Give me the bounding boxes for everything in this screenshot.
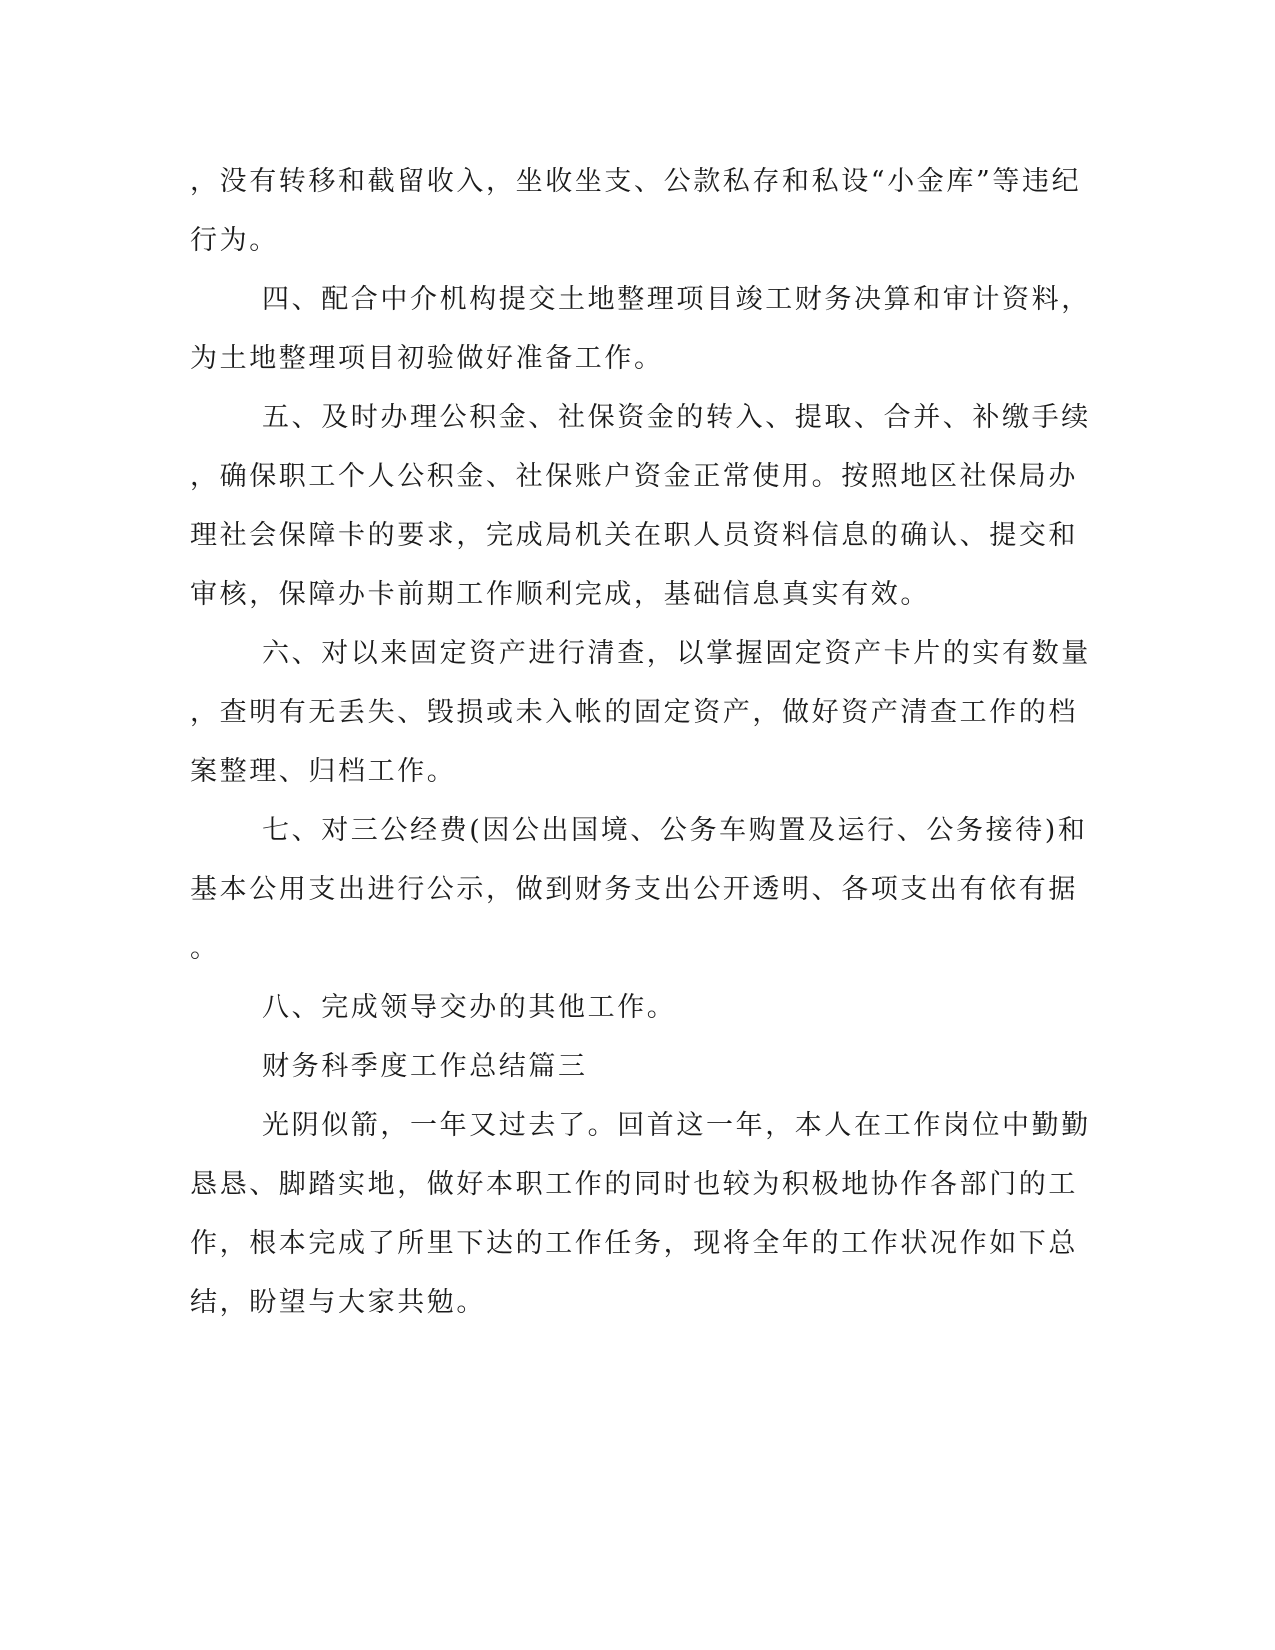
text-line: 。 xyxy=(190,933,220,964)
text-line: ，没有转移和截留收入，坐收坐支、公款私存和私设“小金库”等违纪 xyxy=(190,166,1082,197)
paragraph-eight: 八、完成领导交办的其他工作。 xyxy=(262,992,677,1023)
text-line: 结，盼望与大家共勉。 xyxy=(190,1287,486,1318)
text-line: 理社会保障卡的要求，完成局机关在职人员资料信息的确认、提交和 xyxy=(190,520,1078,551)
text-line: ，查明有无丢失、毁损或未入帐的固定资产，做好资产清查工作的档 xyxy=(190,697,1078,728)
paragraph-six-start: 六、对以来固定资产进行清查，以掌握固定资产卡片的实有数量 xyxy=(262,638,1091,669)
text-line: 恳恳、脚踏实地，做好本职工作的同时也较为积极地协作各部门的工 xyxy=(190,1169,1078,1200)
paragraph-seven-start: 七、对三公经费(因公出国境、公务车购置及运行、公务接待)和 xyxy=(262,815,1088,846)
text-line: 行为。 xyxy=(190,225,279,256)
text-line: 基本公用支出进行公示，做到财务支出公开透明、各项支出有依有据 xyxy=(190,874,1078,905)
paragraph-five-start: 五、及时办理公积金、社保资金的转入、提取、合并、补缴手续 xyxy=(262,402,1091,433)
text-line: 作，根本完成了所里下达的工作任务，现将全年的工作状况作如下总 xyxy=(190,1228,1078,1259)
text-line: 为土地整理项目初验做好准备工作。 xyxy=(190,343,664,374)
text-line: 案整理、归档工作。 xyxy=(190,756,457,787)
text-line: ，确保职工个人公积金、社保账户资金正常使用。按照地区社保局办 xyxy=(190,461,1078,492)
paragraph-four-start: 四、配合中介机构提交土地整理项目竣工财务决算和审计资料， xyxy=(262,284,1091,315)
text-line: 审核，保障办卡前期工作顺利完成，基础信息真实有效。 xyxy=(190,579,930,610)
section-heading: 财务科季度工作总结篇三 xyxy=(262,1051,588,1082)
paragraph-summary-start: 光阴似箭，一年又过去了。回首这一年，本人在工作岗位中勤勤 xyxy=(262,1110,1091,1141)
